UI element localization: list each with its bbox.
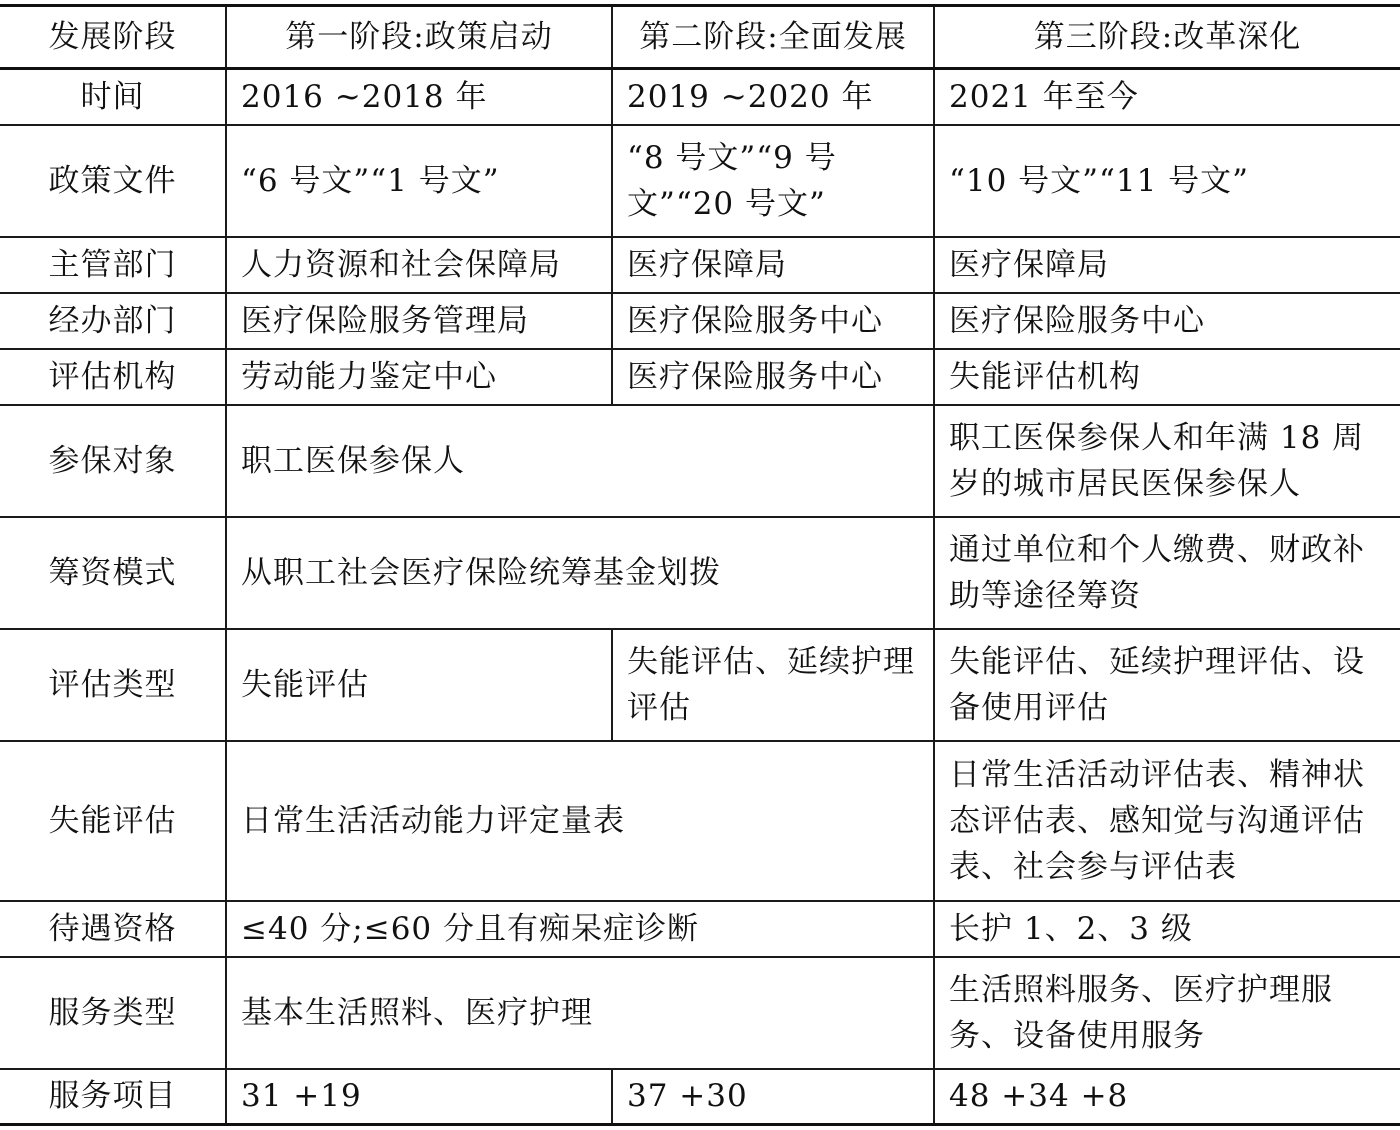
- cell-policy-docs-stage3: “10 号文”“11 号文”: [934, 125, 1400, 237]
- table-header-row: [0, 6, 1400, 69]
- row-label-disability-assessment: 失能评估: [0, 741, 226, 901]
- cell-service-items-stage2: 37 +30: [612, 1069, 934, 1125]
- cell-assessment-type-stage3: 失能评估、延续护理评估、设备使用评估: [934, 629, 1400, 741]
- cell-policy-docs-stage1: “6 号文”“1 号文”: [226, 125, 612, 237]
- row-insured: [0, 405, 1400, 517]
- row-time: [0, 69, 1400, 125]
- row-service-items: [0, 1069, 1400, 1125]
- row-policy-docs: [0, 125, 1400, 237]
- policy-stages-table: [0, 4, 1400, 1126]
- row-label-competent-dept: 主管部门: [0, 237, 226, 293]
- cell-service-type-stage12: 基本生活照料、医疗护理: [226, 957, 934, 1069]
- header-stage-3: 第三阶段:改革深化: [934, 6, 1400, 69]
- row-label-financing: 筹资模式: [0, 517, 226, 629]
- row-competent-dept: [0, 237, 1400, 293]
- cell-handling-dept-stage2: 医疗保险服务中心: [612, 293, 934, 349]
- cell-service-type-stage3: 生活照料服务、医疗护理服务、设备使用服务: [934, 957, 1400, 1069]
- cell-disability-assessment-stage12: 日常生活活动能力评定量表: [226, 741, 934, 901]
- row-label-insured: 参保对象: [0, 405, 226, 517]
- cell-financing-stage3: 通过单位和个人缴费、财政补助等途径筹资: [934, 517, 1400, 629]
- cell-time-stage2: 2019 ~2020 年: [612, 69, 934, 125]
- header-stage-1: 第一阶段:政策启动: [226, 6, 612, 69]
- cell-handling-dept-stage3: 医疗保险服务中心: [934, 293, 1400, 349]
- cell-handling-dept-stage1: 医疗保险服务管理局: [226, 293, 612, 349]
- cell-assessment-type-stage2: 失能评估、延续护理评估: [612, 629, 934, 741]
- cell-competent-dept-stage3: 医疗保障局: [934, 237, 1400, 293]
- row-handling-dept: [0, 293, 1400, 349]
- cell-assessment-org-stage1: 劳动能力鉴定中心: [226, 349, 612, 405]
- row-label-handling-dept: 经办部门: [0, 293, 226, 349]
- cell-insured-stage12: 职工医保参保人: [226, 405, 934, 517]
- cell-disability-assessment-stage3: 日常生活活动评估表、精神状态评估表、感知觉与沟通评估表、社会参与评估表: [934, 741, 1400, 901]
- row-financing: [0, 517, 1400, 629]
- row-disability-assessment: [0, 741, 1400, 901]
- row-assessment-org: [0, 349, 1400, 405]
- row-label-eligibility: 待遇资格: [0, 901, 226, 957]
- cell-insured-stage3: 职工医保参保人和年满 18 周岁的城市居民医保参保人: [934, 405, 1400, 517]
- cell-assessment-org-stage3: 失能评估机构: [934, 349, 1400, 405]
- row-label-time: 时间: [0, 69, 226, 125]
- cell-policy-docs-stage2: “8 号文”“9 号文”“20 号文”: [612, 125, 934, 237]
- cell-service-items-stage3: 48 +34 +8: [934, 1069, 1400, 1125]
- cell-assessment-org-stage2: 医疗保险服务中心: [612, 349, 934, 405]
- row-label-service-items: 服务项目: [0, 1069, 226, 1125]
- cell-time-stage1: 2016 ~2018 年: [226, 69, 612, 125]
- cell-competent-dept-stage1: 人力资源和社会保障局: [226, 237, 612, 293]
- row-label-assessment-org: 评估机构: [0, 349, 226, 405]
- cell-assessment-type-stage1: 失能评估: [226, 629, 612, 741]
- row-service-type: [0, 957, 1400, 1069]
- row-eligibility: [0, 901, 1400, 957]
- header-stage-2: 第二阶段:全面发展: [612, 6, 934, 69]
- cell-competent-dept-stage2: 医疗保障局: [612, 237, 934, 293]
- cell-time-stage3: 2021 年至今: [934, 69, 1400, 125]
- row-label-policy-docs: 政策文件: [0, 125, 226, 237]
- cell-financing-stage12: 从职工社会医疗保险统筹基金划拨: [226, 517, 934, 629]
- row-label-assessment-type: 评估类型: [0, 629, 226, 741]
- cell-eligibility-stage3: 长护 1、2、3 级: [934, 901, 1400, 957]
- cell-eligibility-stage12: ≤40 分;≤60 分且有痴呆症诊断: [226, 901, 934, 957]
- row-label-service-type: 服务类型: [0, 957, 226, 1069]
- cell-service-items-stage1: 31 +19: [226, 1069, 612, 1125]
- header-stage-label: 发展阶段: [0, 6, 226, 69]
- row-assessment-type: [0, 629, 1400, 741]
